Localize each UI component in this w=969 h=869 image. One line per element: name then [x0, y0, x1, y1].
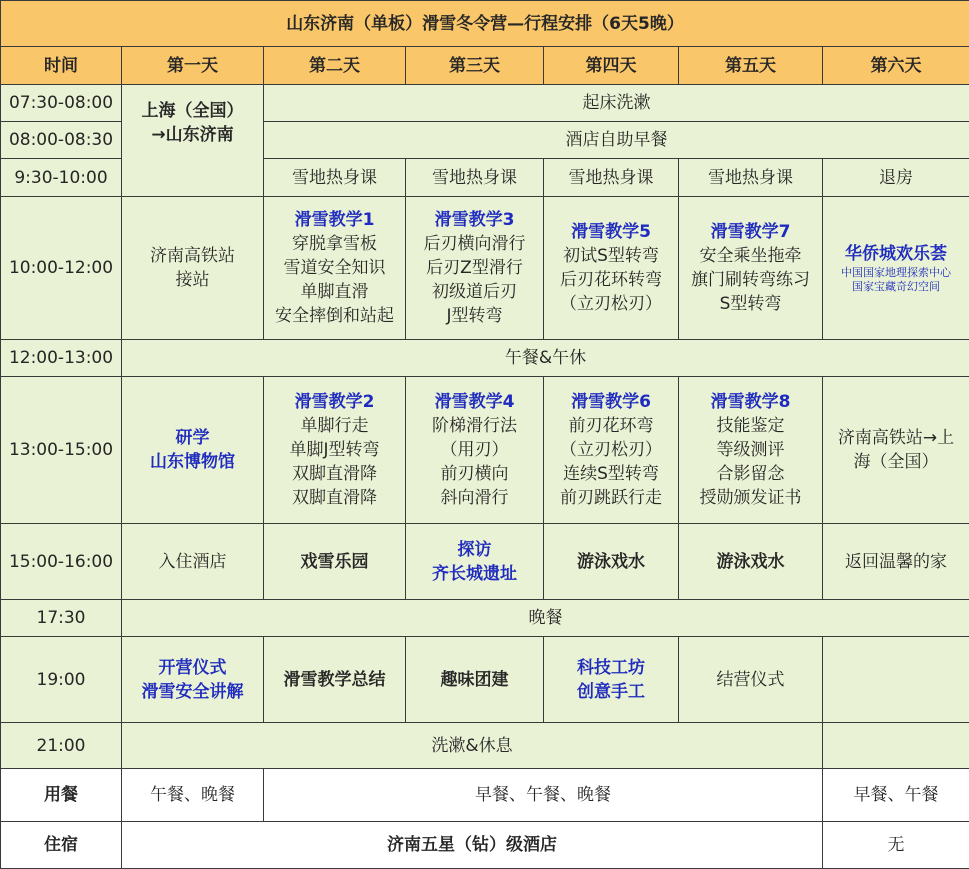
- lesson-line: 后刃Z型滑行: [408, 256, 541, 280]
- lesson-cell: [679, 197, 823, 340]
- lesson-line: 技能鉴定: [681, 414, 820, 438]
- lesson-title: 滑雪教学6: [546, 390, 676, 414]
- time-cell: 9:30-10:00: [1, 159, 122, 197]
- lesson-line: 单脚行走: [266, 414, 403, 438]
- return-line2: 海（全国）: [825, 450, 967, 474]
- header-time: 时间: [1, 47, 122, 85]
- lesson-line: （立刃松刃）: [546, 438, 676, 462]
- day1-pickup: [122, 197, 264, 340]
- lesson-line: 授勋颁发证书: [681, 486, 820, 510]
- header-day4: 第四天: [544, 47, 679, 85]
- lesson-cell: [264, 197, 406, 340]
- lesson-line: 双脚直滑降: [266, 486, 403, 510]
- lesson-title: 滑雪教学1: [266, 208, 403, 232]
- meals-day1: 午餐、晚餐: [122, 769, 264, 822]
- day6-morning-cell: [823, 197, 969, 340]
- lesson-line: 阶梯滑行法: [408, 414, 541, 438]
- lesson-cell: [544, 377, 679, 524]
- warmup-day2: 雪地热身课: [264, 159, 406, 197]
- study-line1: 研学: [124, 426, 261, 450]
- lesson-line: 安全摔倒和站起: [266, 304, 403, 328]
- lodging-day6: 无: [823, 822, 969, 869]
- pickup-line2: 接站: [124, 268, 261, 292]
- evening-d3: 趣味团建: [406, 637, 544, 723]
- lesson-line: 初级道后刃: [408, 280, 541, 304]
- header-day3: 第三天: [406, 47, 544, 85]
- lesson-line: 双脚直滑降: [266, 462, 403, 486]
- meals-day6: 早餐、午餐: [823, 769, 969, 822]
- lesson-cell: [544, 197, 679, 340]
- lunch-cell: 午餐&午休: [122, 340, 969, 377]
- day1-hotel: 入住酒店: [122, 524, 264, 600]
- wakeup-cell: 起床洗漱: [264, 85, 969, 122]
- time-cell: 12:00-13:00: [1, 340, 122, 377]
- day6-morning-title: 华侨城欢乐荟: [825, 242, 967, 266]
- time-cell: 08:00-08:30: [1, 122, 122, 159]
- lesson-title: 滑雪教学7: [681, 220, 820, 244]
- pickup-line1: 济南高铁站: [124, 244, 261, 268]
- evening-d6-empty: [823, 637, 969, 723]
- lodging-hotel: 济南五星（钻）级酒店: [122, 822, 823, 869]
- lesson-cell: [406, 197, 544, 340]
- rest-d6-empty: [823, 723, 969, 769]
- day1-study: [122, 377, 264, 524]
- day6-return-cell: [823, 377, 969, 524]
- lesson-cell: [406, 377, 544, 524]
- time-cell: 17:30: [1, 600, 122, 637]
- return-line1: 济南高铁站→上: [825, 426, 967, 450]
- lesson-line: 后刃横向滑行: [408, 232, 541, 256]
- rest-cell: 洗漱&休息: [122, 723, 823, 769]
- lesson-line: 斜向滑行: [408, 486, 541, 510]
- day1-travel-line1: 上海（全国）: [124, 99, 261, 123]
- activity-d3: [406, 524, 544, 600]
- day6-morning-sub: 国家宝藏奇幻空间: [825, 280, 967, 294]
- header-day2: 第二天: [264, 47, 406, 85]
- checkout-cell: 退房: [823, 159, 969, 197]
- activity-d3-line1: 探访: [408, 538, 541, 562]
- lesson-line: J型转弯: [408, 304, 541, 328]
- breakfast-cell: 酒店自助早餐: [264, 122, 969, 159]
- lodging-label: 住宿: [1, 822, 122, 869]
- lesson-line: 初试S型转弯: [546, 244, 676, 268]
- lesson-title: 滑雪教学5: [546, 220, 676, 244]
- lesson-line: （用刃）: [408, 438, 541, 462]
- time-cell: 10:00-12:00: [1, 197, 122, 340]
- lesson-line: 前刃花环弯: [546, 414, 676, 438]
- lesson-line: 单脚直滑: [266, 280, 403, 304]
- lesson-line: 雪道安全知识: [266, 256, 403, 280]
- time-cell: 13:00-15:00: [1, 377, 122, 524]
- lesson-cell: [264, 377, 406, 524]
- lesson-line: 穿脱拿雪板: [266, 232, 403, 256]
- lesson-line: 旗门刷转弯练习: [681, 268, 820, 292]
- header-day1: 第一天: [122, 47, 264, 85]
- evening-d4-line2: 创意手工: [546, 680, 676, 704]
- evening-d2: 滑雪教学总结: [264, 637, 406, 723]
- lesson-line: 后刃花环转弯: [546, 268, 676, 292]
- lesson-line: 等级测评: [681, 438, 820, 462]
- time-cell: 19:00: [1, 637, 122, 723]
- warmup-day5: 雪地热身课: [679, 159, 823, 197]
- evening-d4: [544, 637, 679, 723]
- warmup-day4: 雪地热身课: [544, 159, 679, 197]
- lesson-cell: [679, 377, 823, 524]
- activity-d4: 游泳戏水: [544, 524, 679, 600]
- lesson-title: 滑雪教学3: [408, 208, 541, 232]
- time-cell: 07:30-08:00: [1, 85, 122, 122]
- day1-travel-line2: →山东济南: [124, 123, 261, 147]
- activity-d3-line2: 齐长城遗址: [408, 562, 541, 586]
- ceremony-line1: 开营仪式: [124, 656, 261, 680]
- evening-d5: 结营仪式: [679, 637, 823, 723]
- warmup-day3: 雪地热身课: [406, 159, 544, 197]
- activity-d5: 游泳戏水: [679, 524, 823, 600]
- time-cell: 15:00-16:00: [1, 524, 122, 600]
- lesson-line: 前刃横向: [408, 462, 541, 486]
- header-day6: 第六天: [823, 47, 969, 85]
- time-cell: 21:00: [1, 723, 122, 769]
- lesson-line: 单脚J型转弯: [266, 438, 403, 462]
- day1-ceremony: [122, 637, 264, 723]
- page-title: 山东济南（单板）滑雪冬令营—行程安排（6天5晚）: [1, 1, 969, 47]
- dinner-cell: 晚餐: [122, 600, 969, 637]
- study-line2: 山东博物馆: [124, 450, 261, 474]
- lesson-title: 滑雪教学4: [408, 390, 541, 414]
- lesson-line: （立刃松刃）: [546, 292, 676, 316]
- lesson-title: 滑雪教学2: [266, 390, 403, 414]
- day1-travel: [122, 85, 264, 197]
- meals-label: 用餐: [1, 769, 122, 822]
- meals-mid: 早餐、午餐、晚餐: [264, 769, 823, 822]
- activity-d2: 戏雪乐园: [264, 524, 406, 600]
- evening-d4-line1: 科技工坊: [546, 656, 676, 680]
- lesson-line: 合影留念: [681, 462, 820, 486]
- lesson-title: 滑雪教学8: [681, 390, 820, 414]
- lesson-line: 安全乘坐拖牵: [681, 244, 820, 268]
- lesson-line: 连续S型转弯: [546, 462, 676, 486]
- ceremony-line2: 滑雪安全讲解: [124, 680, 261, 704]
- header-day5: 第五天: [679, 47, 823, 85]
- activity-d6: 返回温馨的家: [823, 524, 969, 600]
- lesson-line: 前刃跳跃行走: [546, 486, 676, 510]
- day6-morning-sub: 中国国家地理探索中心: [825, 266, 967, 280]
- lesson-line: S型转弯: [681, 292, 820, 316]
